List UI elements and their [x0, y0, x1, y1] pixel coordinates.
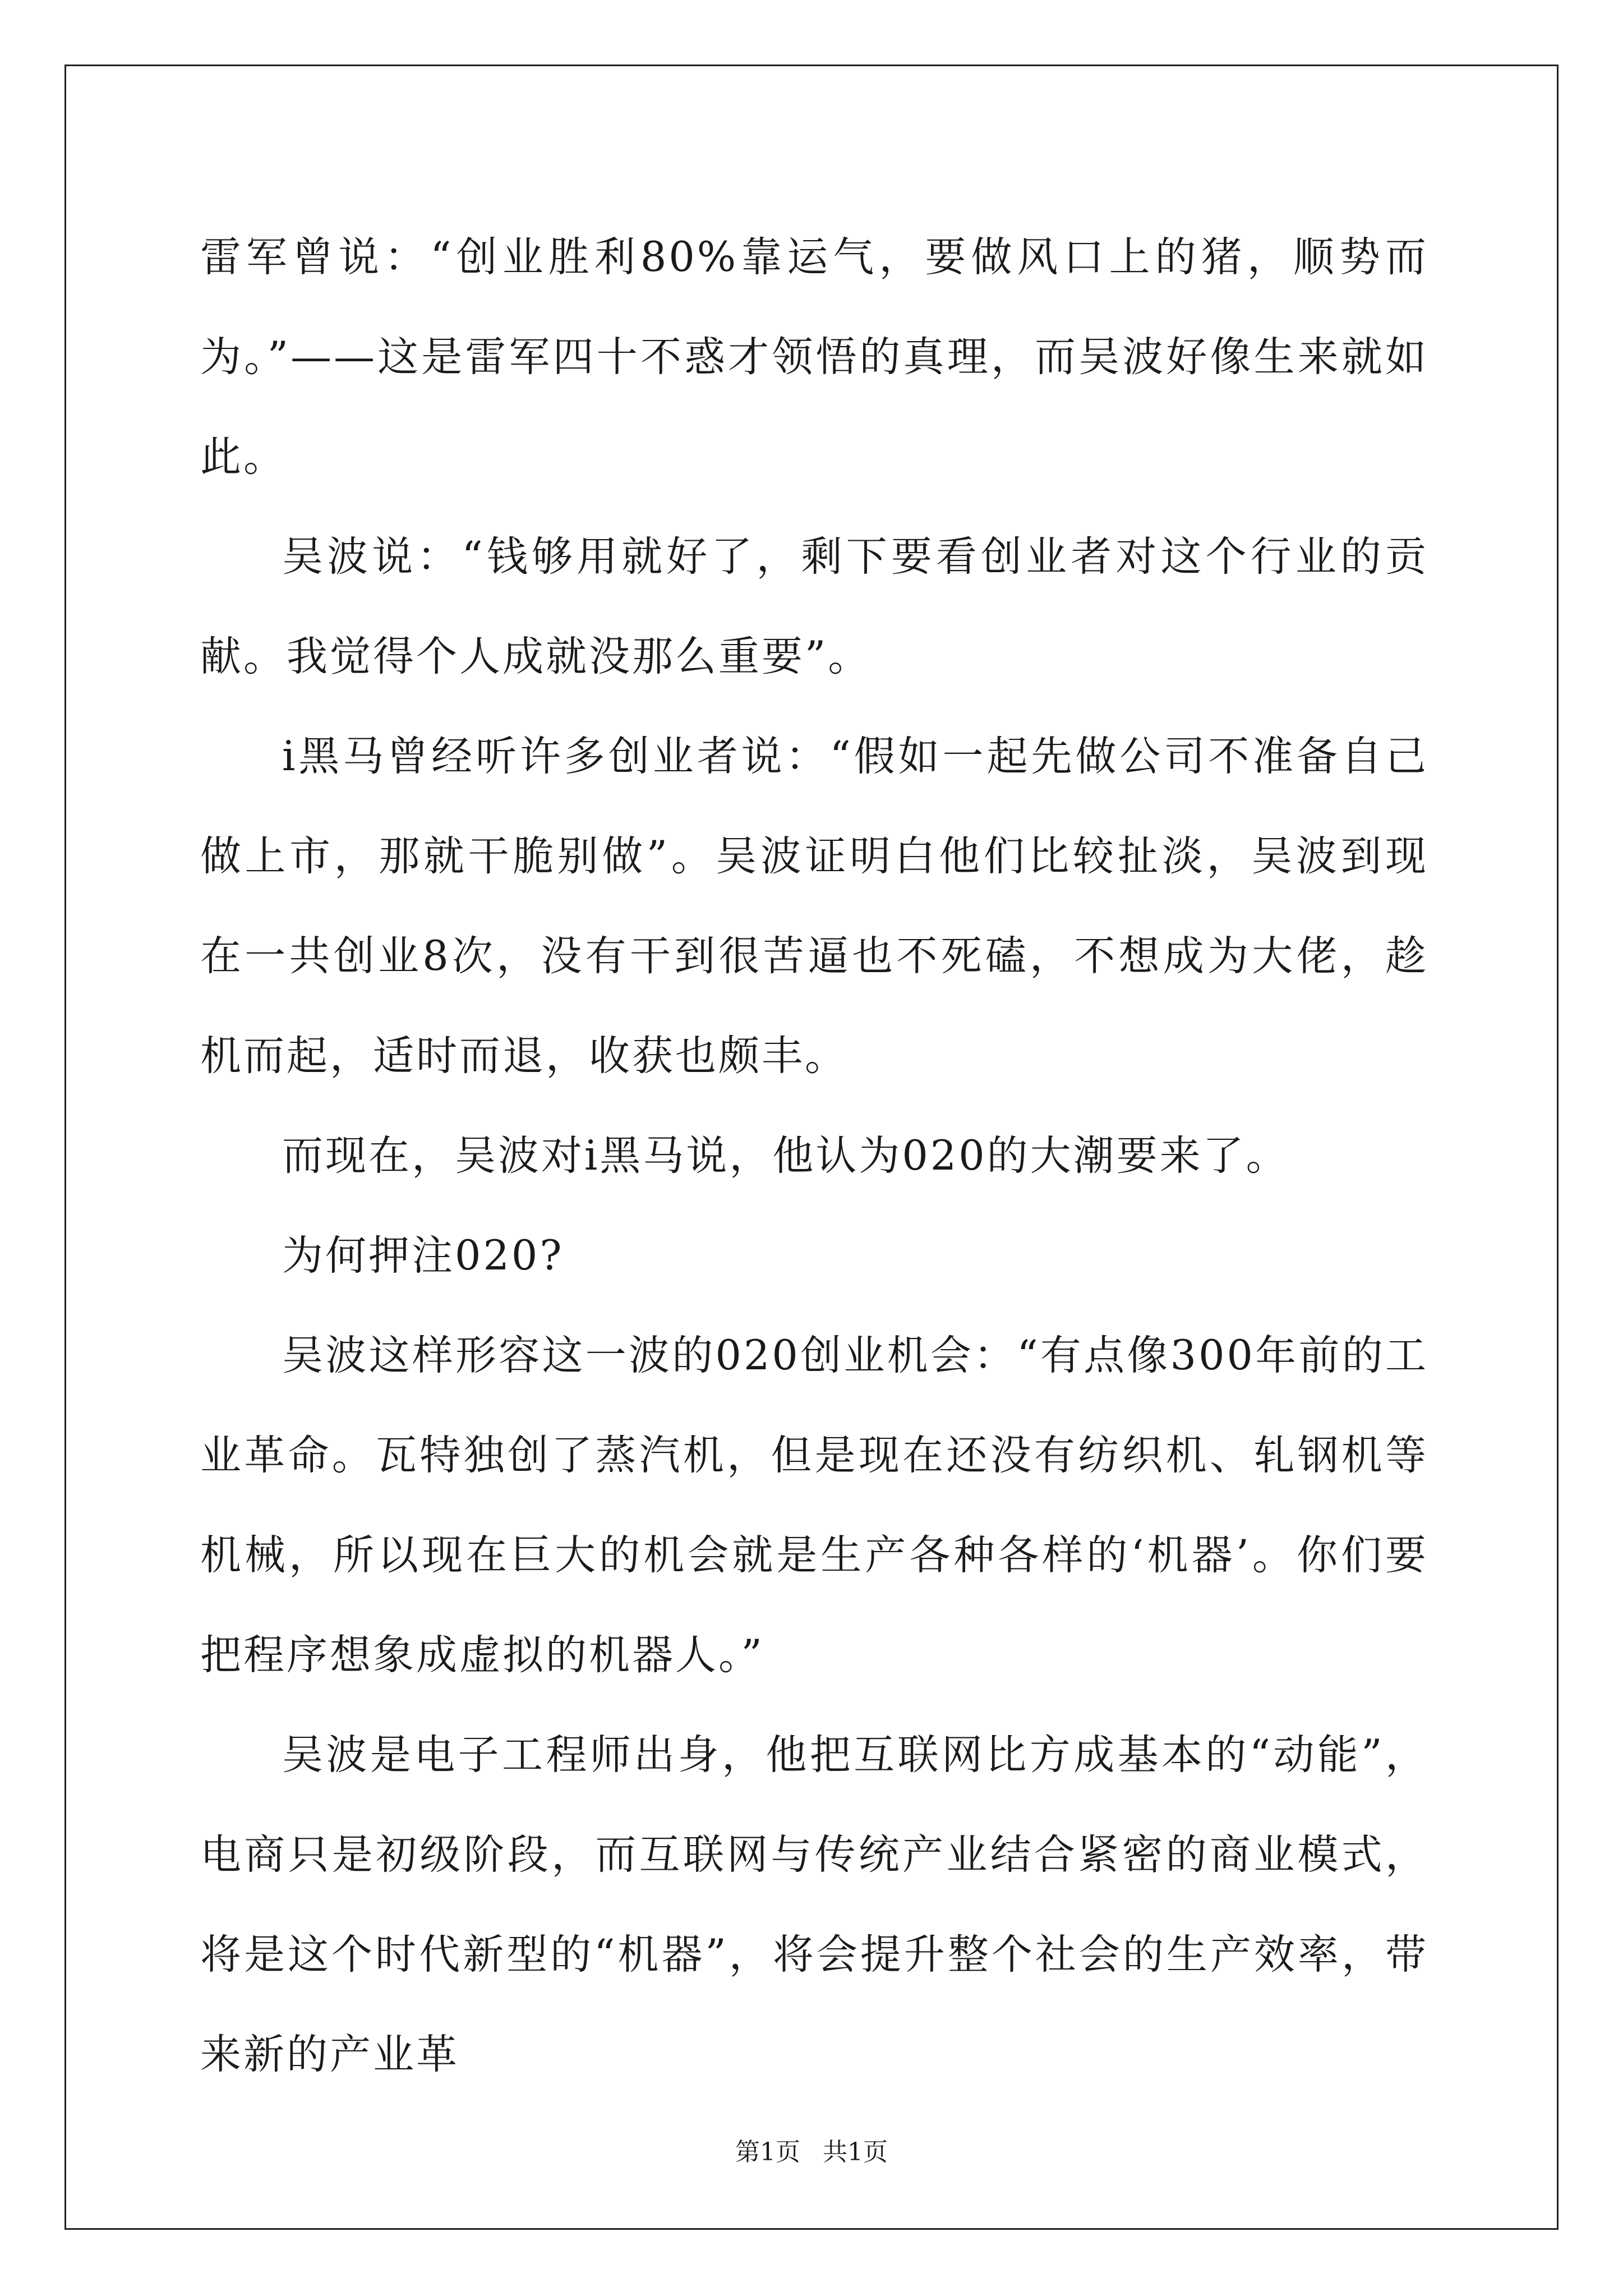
paragraph-6: 吴波这样形容这一波的020创业机会：“有点像300年前的工业革命。瓦特独创了蒸汽机，但是现在还没有纺织机、轧钢机等机械，所以现在巨大的机会就是生产各种各样的‘机器’。你们要把程序想象成虚拟的机器人。” — [200, 1332, 1428, 1679]
paragraph-3: i黑马曾经听许多创业者说：“假如一起先做公司不准备自己做上市，那就干脆别做”。吴波证明白他们比较扯淡，吴波到现在一共创业8次，没有干到很苦逼也不死磕，不想成为大佬，趁机而起，适时而退，收获也颇丰。 — [200, 733, 1428, 1080]
paragraph-1: 雷军曾说：“创业胜利80%靠运气，要做风口上的猪，顺势而为。”——这是雷军四十不惑才领悟的真理，而吴波好像生来就如此。 — [200, 233, 1428, 481]
page-footer — [0, 2132, 1623, 2168]
paragraph-4: 而现在，吴波对i黑马说，他认为020的大潮要来了。 — [282, 1132, 1289, 1180]
paragraph-2: 吴波说：“钱够用就好了，剩下要看创业者对这个行业的贡献。我觉得个人成就没那么重要”。 — [200, 533, 1428, 680]
document-body — [200, 208, 1428, 2105]
page-number: 第1页 — [735, 2138, 800, 2166]
paragraph-5-heading: 为何押注020? — [282, 1232, 564, 1280]
page-total: 共1页 — [823, 2138, 888, 2166]
paragraph-7: 吴波是电子工程师出身，他把互联网比方成基本的“动能”，电商只是初级阶段，而互联网与传统产业结合紧密的商业模式，将是这个时代新型的“机器”，将会提升整个社会的生产效率，带来新的产业革 — [200, 1731, 1428, 2078]
